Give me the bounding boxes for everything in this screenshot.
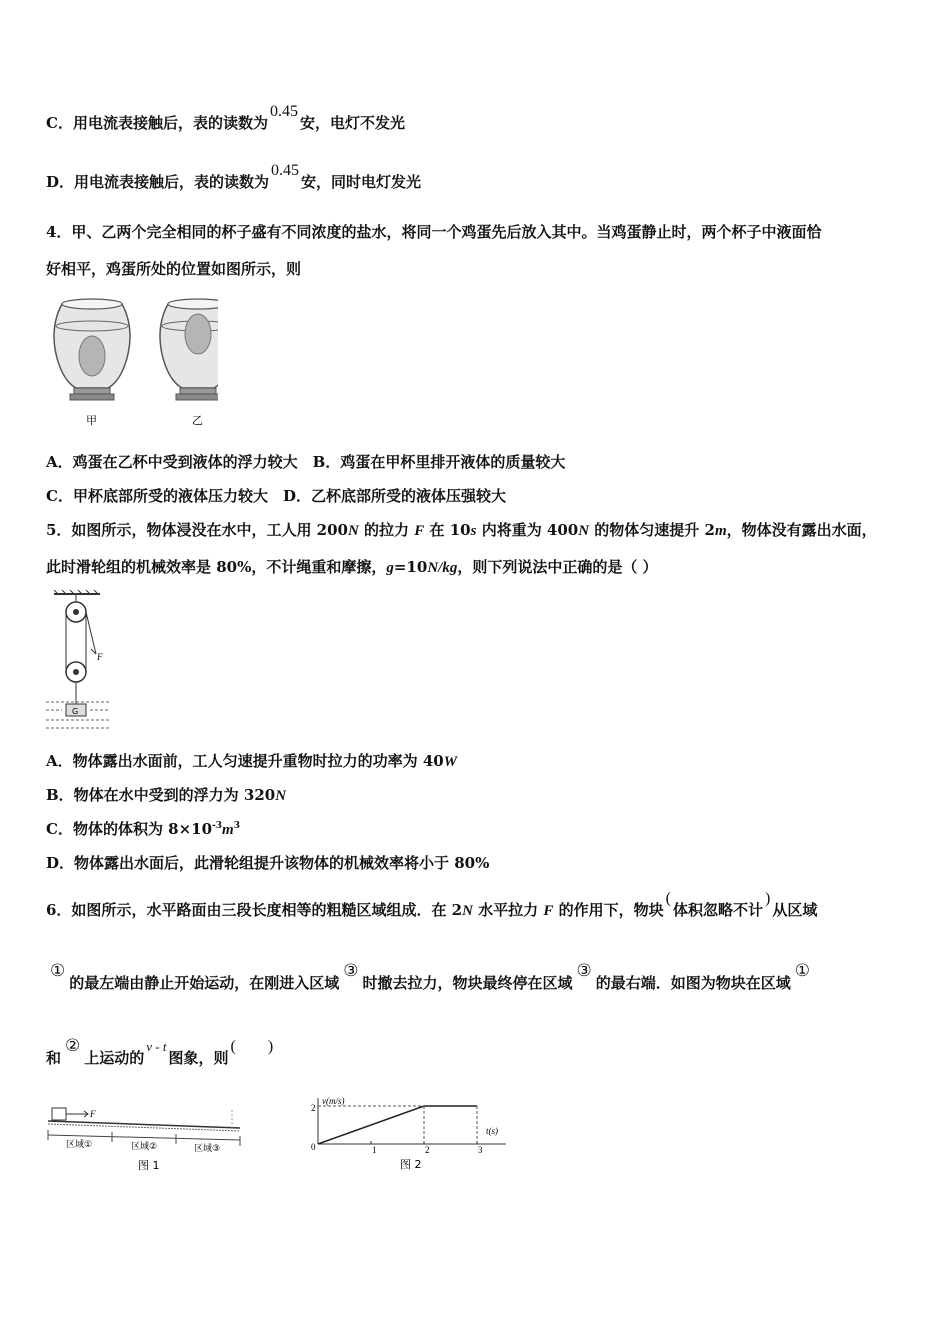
q6-figure1-road xyxy=(44,1102,249,1174)
q6-l2-zone1: ① xyxy=(50,961,66,981)
q3-option-d-suffix: 安，同时电灯发光 xyxy=(301,173,422,191)
q5-l1-n2: N xyxy=(578,523,590,539)
vt-x-tick-3: 3 xyxy=(478,1145,483,1155)
q5-option-c-unit-exp: 3 xyxy=(233,821,240,831)
q5-option-a xyxy=(46,750,457,771)
q6-stem-line1 xyxy=(46,890,818,920)
q6-figure2-vt-chart xyxy=(306,1094,516,1174)
q5-stem-line2 xyxy=(46,556,658,577)
q6-l3-vt: v - t xyxy=(146,1039,167,1054)
q5-option-c-exp: -3 xyxy=(212,821,223,831)
q6-l1-d: 体积忽略不计 xyxy=(672,901,763,919)
fig1-zone1-label: 区域① xyxy=(66,1140,93,1150)
q5-l1-s: s xyxy=(470,523,477,539)
q5-option-c xyxy=(46,818,240,839)
q3-option-c xyxy=(46,103,405,133)
q5-l2-unit: N/kg xyxy=(427,560,458,576)
q5-l1-c: 在 10 xyxy=(424,521,471,539)
q6-l1-e: 从区域 xyxy=(772,901,818,919)
q5-l1-f: ，物体没有露出水面， xyxy=(726,521,877,539)
q6-l1-f: F xyxy=(543,903,554,919)
q5-l1-a: 5．如图所示，物体浸没在水中，工人用 200 xyxy=(46,521,348,539)
q5-pulley-figure xyxy=(44,590,114,736)
q5-l2-c: ，则下列说法中正确的是（ ） xyxy=(457,558,658,576)
q4-cups-figure xyxy=(48,296,218,431)
q5-l1-b: 的拉力 xyxy=(358,521,415,539)
q6-stem-line2 xyxy=(46,961,814,993)
fig1-force-label: F xyxy=(90,1109,96,1119)
q5-l2-b: =10 xyxy=(393,558,428,576)
q6-l2-zone3a: ③ xyxy=(343,961,359,981)
q3-option-c-suffix: 安，电灯不发光 xyxy=(299,114,405,132)
fig1-zone2-label: 区域② xyxy=(131,1142,158,1152)
block xyxy=(52,1108,66,1120)
q4-stem-line1: 4．甲、乙两个完全相同的杯子盛有不同浓度的盐水，将同一个鸡蛋先后放入其中。当鸡蛋静止时，两个杯子中液面恰 xyxy=(46,223,822,241)
q5-l2-g: g xyxy=(386,560,394,576)
q5-option-c-text: C．物体的体积为 8×10 xyxy=(46,820,213,838)
q6-l2-b: 时撤去拉力，物块最终停在区域 xyxy=(362,974,573,992)
q5-l1-f-symbol: F xyxy=(414,523,425,539)
q3-option-d-value: 0.45 xyxy=(271,162,300,179)
q3-option-d-text: D．用电流表接触后，表的读数为 xyxy=(46,173,270,191)
q6-l2-zone3b: ③ xyxy=(576,961,592,981)
vt-x-tick-1: 1 xyxy=(372,1145,377,1155)
q3-option-c-text: C．用电流表接触后，表的读数为 xyxy=(46,114,268,132)
object-label: G xyxy=(72,707,79,716)
cup-yi xyxy=(160,299,218,400)
q6-l3-a: 和 xyxy=(46,1049,62,1067)
vt-y-label: v(m/s) xyxy=(322,1096,345,1106)
cup-yi-label: 乙 xyxy=(192,414,203,427)
pulley-force-label: F xyxy=(97,652,103,662)
cup-jia xyxy=(54,299,130,400)
q6-l1-c: 的作用下，物块 xyxy=(553,901,664,919)
q5-l1-e: 的物体匀速提升 2 xyxy=(589,521,715,539)
q6-l3-b: 上运动的 xyxy=(84,1049,145,1067)
vt-y-tick-2: 2 xyxy=(311,1103,316,1113)
q5-stem-line1 xyxy=(46,519,877,540)
q6-l1-n: N xyxy=(462,903,473,919)
q6-l1-paren-open: ( xyxy=(665,890,671,907)
q5-option-a-unit: W xyxy=(443,754,458,770)
q5-l1-d: 内将重为 400 xyxy=(476,521,579,539)
q5-option-a-text: A．物体露出水面前，工人匀速提升重物时拉力的功率为 40 xyxy=(46,752,444,770)
vt-series-segment-1 xyxy=(318,1106,424,1144)
q5-option-b-text: B．物体在水中受到的浮力为 320 xyxy=(46,786,276,804)
q6-l3-zone2: ② xyxy=(65,1036,81,1056)
vt-caption: 图 2 xyxy=(400,1158,422,1171)
q4-stem-line2: 好相平，鸡蛋所处的位置如图所示，则 xyxy=(46,260,302,278)
q6-l3-paren: ( ) xyxy=(230,1038,274,1055)
q4-options-row2: C．甲杯底部所受的液体压力较大 D．乙杯底部所受的液体压强较大 xyxy=(46,487,506,505)
cup-jia-label: 甲 xyxy=(86,414,97,427)
q5-option-b xyxy=(46,784,286,805)
q6-l1-b: 水平拉力 xyxy=(472,901,544,919)
q5-option-c-unit: m xyxy=(222,822,234,838)
q3-option-d xyxy=(46,162,422,192)
q6-l2-zone1b: ① xyxy=(794,961,811,981)
q6-l2-c: 的最右端．如图为物块在区域 xyxy=(595,974,791,992)
q6-stem-line3 xyxy=(46,1036,275,1068)
fig1-zone3-label: 区域③ xyxy=(194,1144,221,1154)
q4-options-row1: A．鸡蛋在乙杯中受到液体的浮力较大 B．鸡蛋在甲杯里排开液体的质量较大 xyxy=(46,453,566,471)
q5-l1-n1: N xyxy=(347,523,359,539)
q5-option-b-unit: N xyxy=(275,788,287,804)
q6-l2-a: 的最左端由静止开始运动，在刚进入区域 xyxy=(69,974,340,992)
q6-l3-c: 图象，则 xyxy=(168,1049,229,1067)
q6-l1-paren-close: ) xyxy=(765,890,771,907)
vt-x-label: t(s) xyxy=(486,1126,498,1136)
q5-l2-a: 此时滑轮组的机械效率是 80%，不计绳重和摩擦， xyxy=(46,558,387,576)
fig1-caption: 图 1 xyxy=(138,1159,160,1172)
vt-origin-label: 0 xyxy=(311,1142,316,1152)
q5-l1-m: m xyxy=(714,523,727,539)
q6-l1-a: 6．如图所示，水平路面由三段长度相等的粗糙区域组成．在 2 xyxy=(46,901,463,919)
vt-x-tick-2: 2 xyxy=(425,1145,430,1155)
q5-option-d: D．物体露出水面后，此滑轮组提升该物体的机械效率将小于 80% xyxy=(46,854,490,872)
q3-option-c-value: 0.45 xyxy=(269,103,298,120)
